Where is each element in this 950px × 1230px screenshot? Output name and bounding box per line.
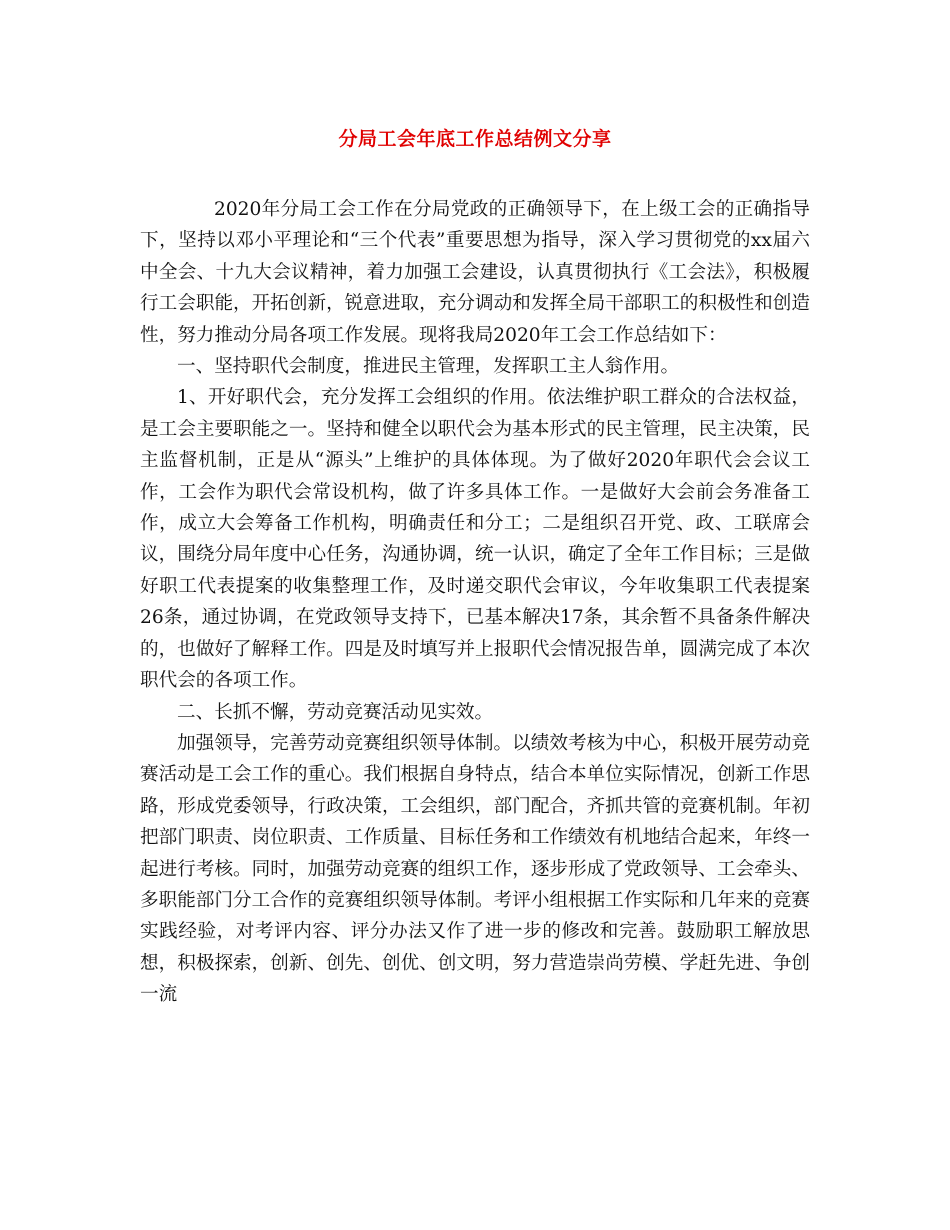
- section-heading-2: 二、长抓不懈，劳动竞赛活动见实效。: [177, 701, 494, 723]
- paragraph-2: 加强领导，完善劳动竞赛组织领导体制。以绩效考核为中心，积极开展劳动竞赛活动是工会工作的重心。我们根据自身特点，结合本单位实际情况，创新工作思路，形成党委领导，行政决策，工会组织，部门配合，齐抓共管的竞赛机制。年初把部门职责、岗位职责、工作质量、目标任务和工作绩效有机地结合起来，年终一起进行考核。同时，加强劳动竞赛的组织工作，逐步形成了党政领导、工会牵头、多职能部门分工合作的竞赛组织领导体制。考评小组根据工作实际和几年来的竞赛实践经验，对考评内容、评分办法又作了进一步的修改和完善。鼓励职工解放思想，积极探索，创新、创先、创优、创文明，努力营造崇尚劳模、学赶先进、争创一流: [140, 732, 810, 1006]
- document-title: 分局工会年底工作总结例文分享: [338, 128, 612, 150]
- section-heading-1: 一、坚持职代会制度，推进民主管理，发挥职工主人翁作用。: [177, 356, 680, 378]
- paragraph-1: 1、开好职代会，充分发挥工会组织的作用。依法维护职工群众的合法权益，是工会主要职能之一。坚持和健全以职代会为基本形式的民主管理，民主决策，民主监督机制，正是从“源头”上维护的具体体现。为了做好2020年职代会会议工作，工会作为职代会常设机构，做了许多具体工作。一是做好大会前会务准备工作，成立大会筹备工作机构，明确责任和分工；二是组织召开党、政、工联席会议，围绕分局年度中心任务，沟通协调，统一认识，确定了全年工作目标；三是做好职工代表提案的收集整理工作，及时递交职代会审议，今年收集职工代表提案26条，通过协调，在党政领导支持下，已基本解决17条，其余暂不具备条件解决的，也做好了解释工作。四是及时填写并上报职代会情况报告单，圆满完成了本次职代会的各项工作。: [140, 387, 810, 692]
- document-body: [140, 194, 810, 1011]
- paragraph-intro: 2020年分局工会工作在分局党政的正确领导下，在上级工会的正确指导下，坚持以邓小平理论和“三个代表”重要思想为指导，深入学习贯彻党的xx届六中全会、十九大会议精神，着力加强工会建设，认真贯彻执行《工会法》，积极履行工会职能，开拓创新，锐意进取，充分调动和发挥全局干部职工的积极性和创造性，努力推动分局各项工作发展。现将我局2020年工会工作总结如下：: [140, 199, 810, 346]
